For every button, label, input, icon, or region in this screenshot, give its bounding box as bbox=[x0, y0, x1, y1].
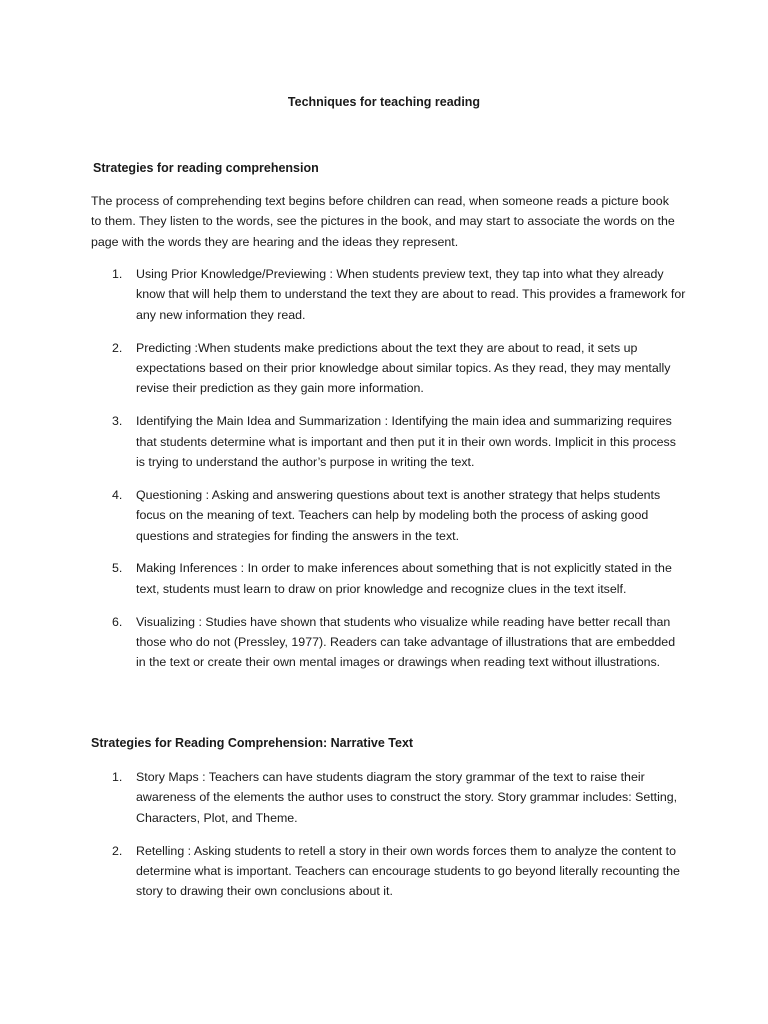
section-heading-reading-comprehension: Strategies for reading comprehension bbox=[93, 161, 319, 175]
list-item-text: Predicting :When students make predictions about the text they are about to read, it sets up expectations based on their prior knowledge about similar topics. As they read, they may mentally revise their prediction as they gain more information. bbox=[136, 340, 671, 396]
list-item-text: Questioning : Asking and answering questions about text is another strategy that helps students focus on the meaning of text. Teachers can help by modeling both the process of asking good questions and strategies for finding the answers in the text. bbox=[136, 487, 661, 543]
list-item-text: Identifying the Main Idea and Summarization : Identifying the main idea and summarizing requires that students determine what is important and then put it in their own words. Implicit in this process is trying to understand the author’s purpose in writing the text. bbox=[136, 414, 676, 470]
list-item-text: Retelling : Asking students to retell a story in their own words forces them to analyze the content to determine what is important. Teachers can encourage students to go beyond literally recounting the story to drawing their own conclusions about it. bbox=[136, 843, 680, 899]
list-item-text: Making Inferences : In order to make inferences about something that is not explicitly stated in the text, students must learn to draw on prior knowledge and recognize clues in the text itself. bbox=[136, 561, 672, 596]
list-item bbox=[91, 841, 686, 902]
list-item bbox=[91, 767, 686, 828]
list-item bbox=[91, 485, 686, 546]
list-item-number: 2. bbox=[112, 843, 123, 858]
list-item-number: 6. bbox=[112, 614, 123, 629]
document-title: Techniques for teaching reading bbox=[287, 95, 481, 109]
list-item-number: 5. bbox=[112, 561, 123, 576]
list-item-number: 1. bbox=[112, 770, 123, 784]
list-item-number: 3. bbox=[112, 414, 123, 429]
list-item bbox=[91, 264, 686, 325]
narrative-strategy-list bbox=[91, 767, 686, 914]
list-item-number: 1. bbox=[112, 267, 123, 281]
list-item bbox=[91, 338, 686, 399]
list-item bbox=[91, 411, 686, 472]
list-item-number: 2. bbox=[112, 340, 123, 355]
list-item bbox=[91, 612, 686, 673]
list-item-text: Visualizing : Studies have shown that students who visualize while reading have better recall than those who do not (Pressley, 1977). Readers can take advantage of illustrations that are embedded in the text or create their own mental images or drawings when reading text without illustrations. bbox=[136, 614, 676, 670]
strategy-list bbox=[91, 264, 686, 685]
list-item-number: 4. bbox=[112, 487, 123, 502]
list-item-text: Story Maps : Teachers can have students diagram the story grammar of the text to raise their awareness of the elements the author uses to construct the story. Story grammar includes: Setting, Characters, Plot, and Theme. bbox=[136, 770, 678, 825]
intro-paragraph: The process of comprehending text begins before children can read, when someone reads a picture book to them. They listen to the words, see the pictures in the book, and may start to associate the words on the page with the words they are hearing and the ideas they represent. bbox=[91, 194, 675, 249]
section-heading-narrative-text: Strategies for Reading Comprehension: Narrative Text bbox=[91, 736, 414, 750]
list-item bbox=[91, 558, 686, 599]
list-item-text: Using Prior Knowledge/Previewing : When students preview text, they tap into what they already know that will help them to understand the text they are about to read. This provides a framework for any new information they read. bbox=[136, 267, 686, 322]
